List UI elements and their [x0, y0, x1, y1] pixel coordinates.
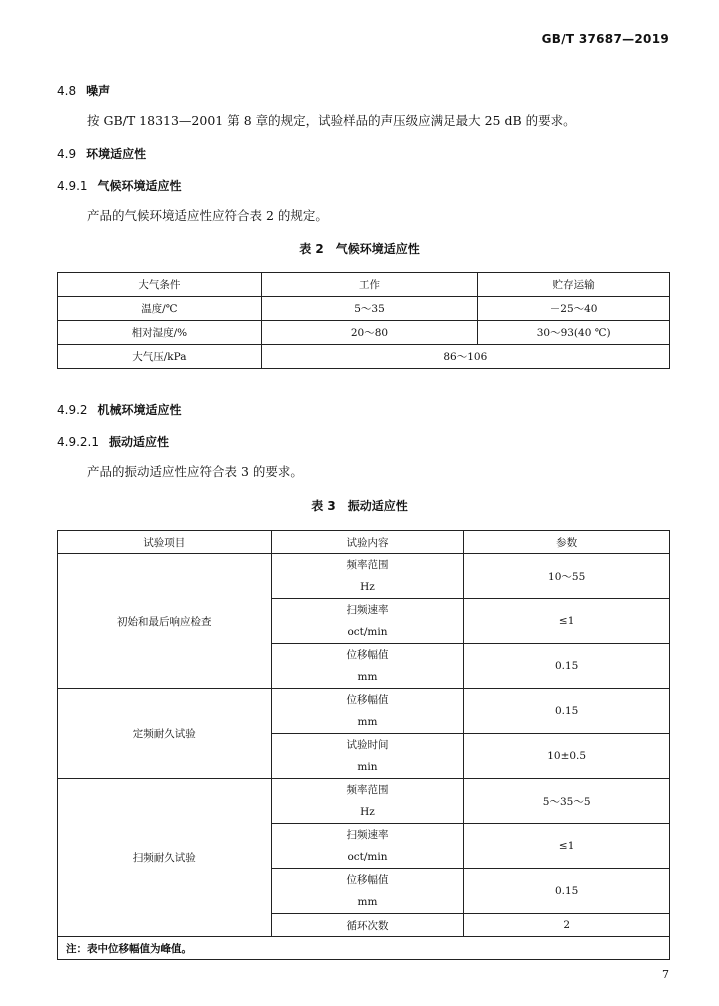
test-item-cell: 初始和最后响应检查 [58, 554, 272, 689]
parameter-cell: 5～35～5 [464, 779, 670, 824]
table-row [58, 297, 670, 321]
table-cell: 30～93(40 ℃) [478, 321, 670, 345]
condition-cell [271, 734, 464, 779]
heading-number: 4.8 [57, 84, 77, 98]
parameter-cell: 2 [464, 914, 670, 937]
condition-unit: Hz [360, 806, 375, 818]
condition-cell [271, 779, 464, 824]
condition-unit: oct/min [347, 626, 388, 638]
heading-4-9-2-1 [57, 433, 169, 450]
heading-4-9-1 [57, 177, 182, 194]
heading-title: 噪声 [86, 84, 111, 98]
heading-number: 4.9.2 [57, 403, 88, 417]
table2-caption [0, 240, 719, 257]
table-cell: 相对湿度/% [58, 321, 262, 345]
condition-cell [271, 599, 464, 644]
column-header: 参数 [464, 531, 670, 554]
heading-number: 4.9.2.1 [57, 435, 99, 449]
paragraph-vibration: 产品的振动适应性应符合表 3 的要求。 [87, 464, 303, 479]
table-header-row [58, 531, 670, 554]
table-row [58, 779, 670, 824]
vibration-table [57, 530, 670, 960]
condition-label: 试验时间 [346, 739, 389, 751]
test-item-cell: 定频耐久试验 [58, 689, 272, 779]
table3-caption-number: 表 3 [311, 499, 336, 513]
table-cell: 大气压/kPa [58, 345, 262, 369]
table-cell: 温度/℃ [58, 297, 262, 321]
table3-caption [0, 497, 719, 514]
condition-label: 频率范围 [346, 784, 389, 796]
parameter-cell: 10～55 [464, 554, 670, 599]
condition-label: 位移幅值 [346, 694, 389, 706]
table-cell: 86～106 [261, 345, 669, 369]
table-note-row [58, 937, 670, 960]
condition-label: 扫频速率 [346, 604, 389, 616]
table-header-row [58, 273, 670, 297]
table-cell: 5～35 [261, 297, 478, 321]
heading-number: 4.9.1 [57, 179, 88, 193]
table-row [58, 345, 670, 369]
condition-unit: mm [357, 716, 378, 728]
table-row [58, 321, 670, 345]
condition-cell [271, 869, 464, 914]
condition-cell [271, 644, 464, 689]
condition-cell [271, 689, 464, 734]
parameter-cell: 0.15 [464, 869, 670, 914]
heading-title: 机械环境适应性 [97, 403, 182, 417]
condition-label: 位移幅值 [346, 649, 389, 661]
condition-unit: mm [357, 671, 378, 683]
table3-caption-title: 振动适应性 [347, 499, 408, 513]
table2-caption-title: 气候环境适应性 [335, 242, 420, 256]
table-cell: 20～80 [261, 321, 478, 345]
heading-title: 气候环境适应性 [97, 179, 182, 193]
parameter-cell: 10±0.5 [464, 734, 670, 779]
parameter-cell: ≤1 [464, 824, 670, 869]
heading-title: 振动适应性 [108, 435, 169, 449]
climate-table [57, 272, 670, 369]
column-header: 试验内容 [271, 531, 464, 554]
standard-number-header: GB/T 37687—2019 [541, 32, 669, 46]
heading-4-9 [57, 145, 146, 162]
page-number: 7 [662, 968, 669, 981]
table-note: 注：表中位移幅值为峰值。 [58, 937, 670, 960]
condition-unit: min [357, 761, 378, 773]
condition-unit: Hz [360, 581, 375, 593]
table-row [58, 554, 670, 599]
condition-cell [271, 554, 464, 599]
condition-cell: 循环次数 [271, 914, 464, 937]
parameter-cell: 0.15 [464, 689, 670, 734]
parameter-cell: 0.15 [464, 644, 670, 689]
column-header: 工作 [261, 273, 478, 297]
condition-unit: mm [357, 896, 378, 908]
heading-4-8 [57, 82, 110, 99]
column-header: 贮存运输 [478, 273, 670, 297]
heading-4-9-2 [57, 401, 182, 418]
condition-label: 频率范围 [346, 559, 389, 571]
column-header: 大气条件 [58, 273, 262, 297]
condition-cell [271, 824, 464, 869]
condition-label: 位移幅值 [346, 874, 389, 886]
heading-number: 4.9 [57, 147, 77, 161]
test-item-cell: 扫频耐久试验 [58, 779, 272, 937]
table-cell: －25～40 [478, 297, 670, 321]
paragraph-noise: 按 GB/T 18313—2001 第 8 章的规定，试验样品的声压级应满足最大 25 dB 的要求。 [87, 113, 576, 128]
heading-title: 环境适应性 [86, 147, 147, 161]
table2-caption-number: 表 2 [299, 242, 324, 256]
table-row [58, 689, 670, 734]
column-header: 试验项目 [58, 531, 272, 554]
paragraph-climate: 产品的气候环境适应性应符合表 2 的规定。 [87, 208, 328, 223]
parameter-cell: ≤1 [464, 599, 670, 644]
condition-unit: oct/min [347, 851, 388, 863]
condition-label: 扫频速率 [346, 829, 389, 841]
